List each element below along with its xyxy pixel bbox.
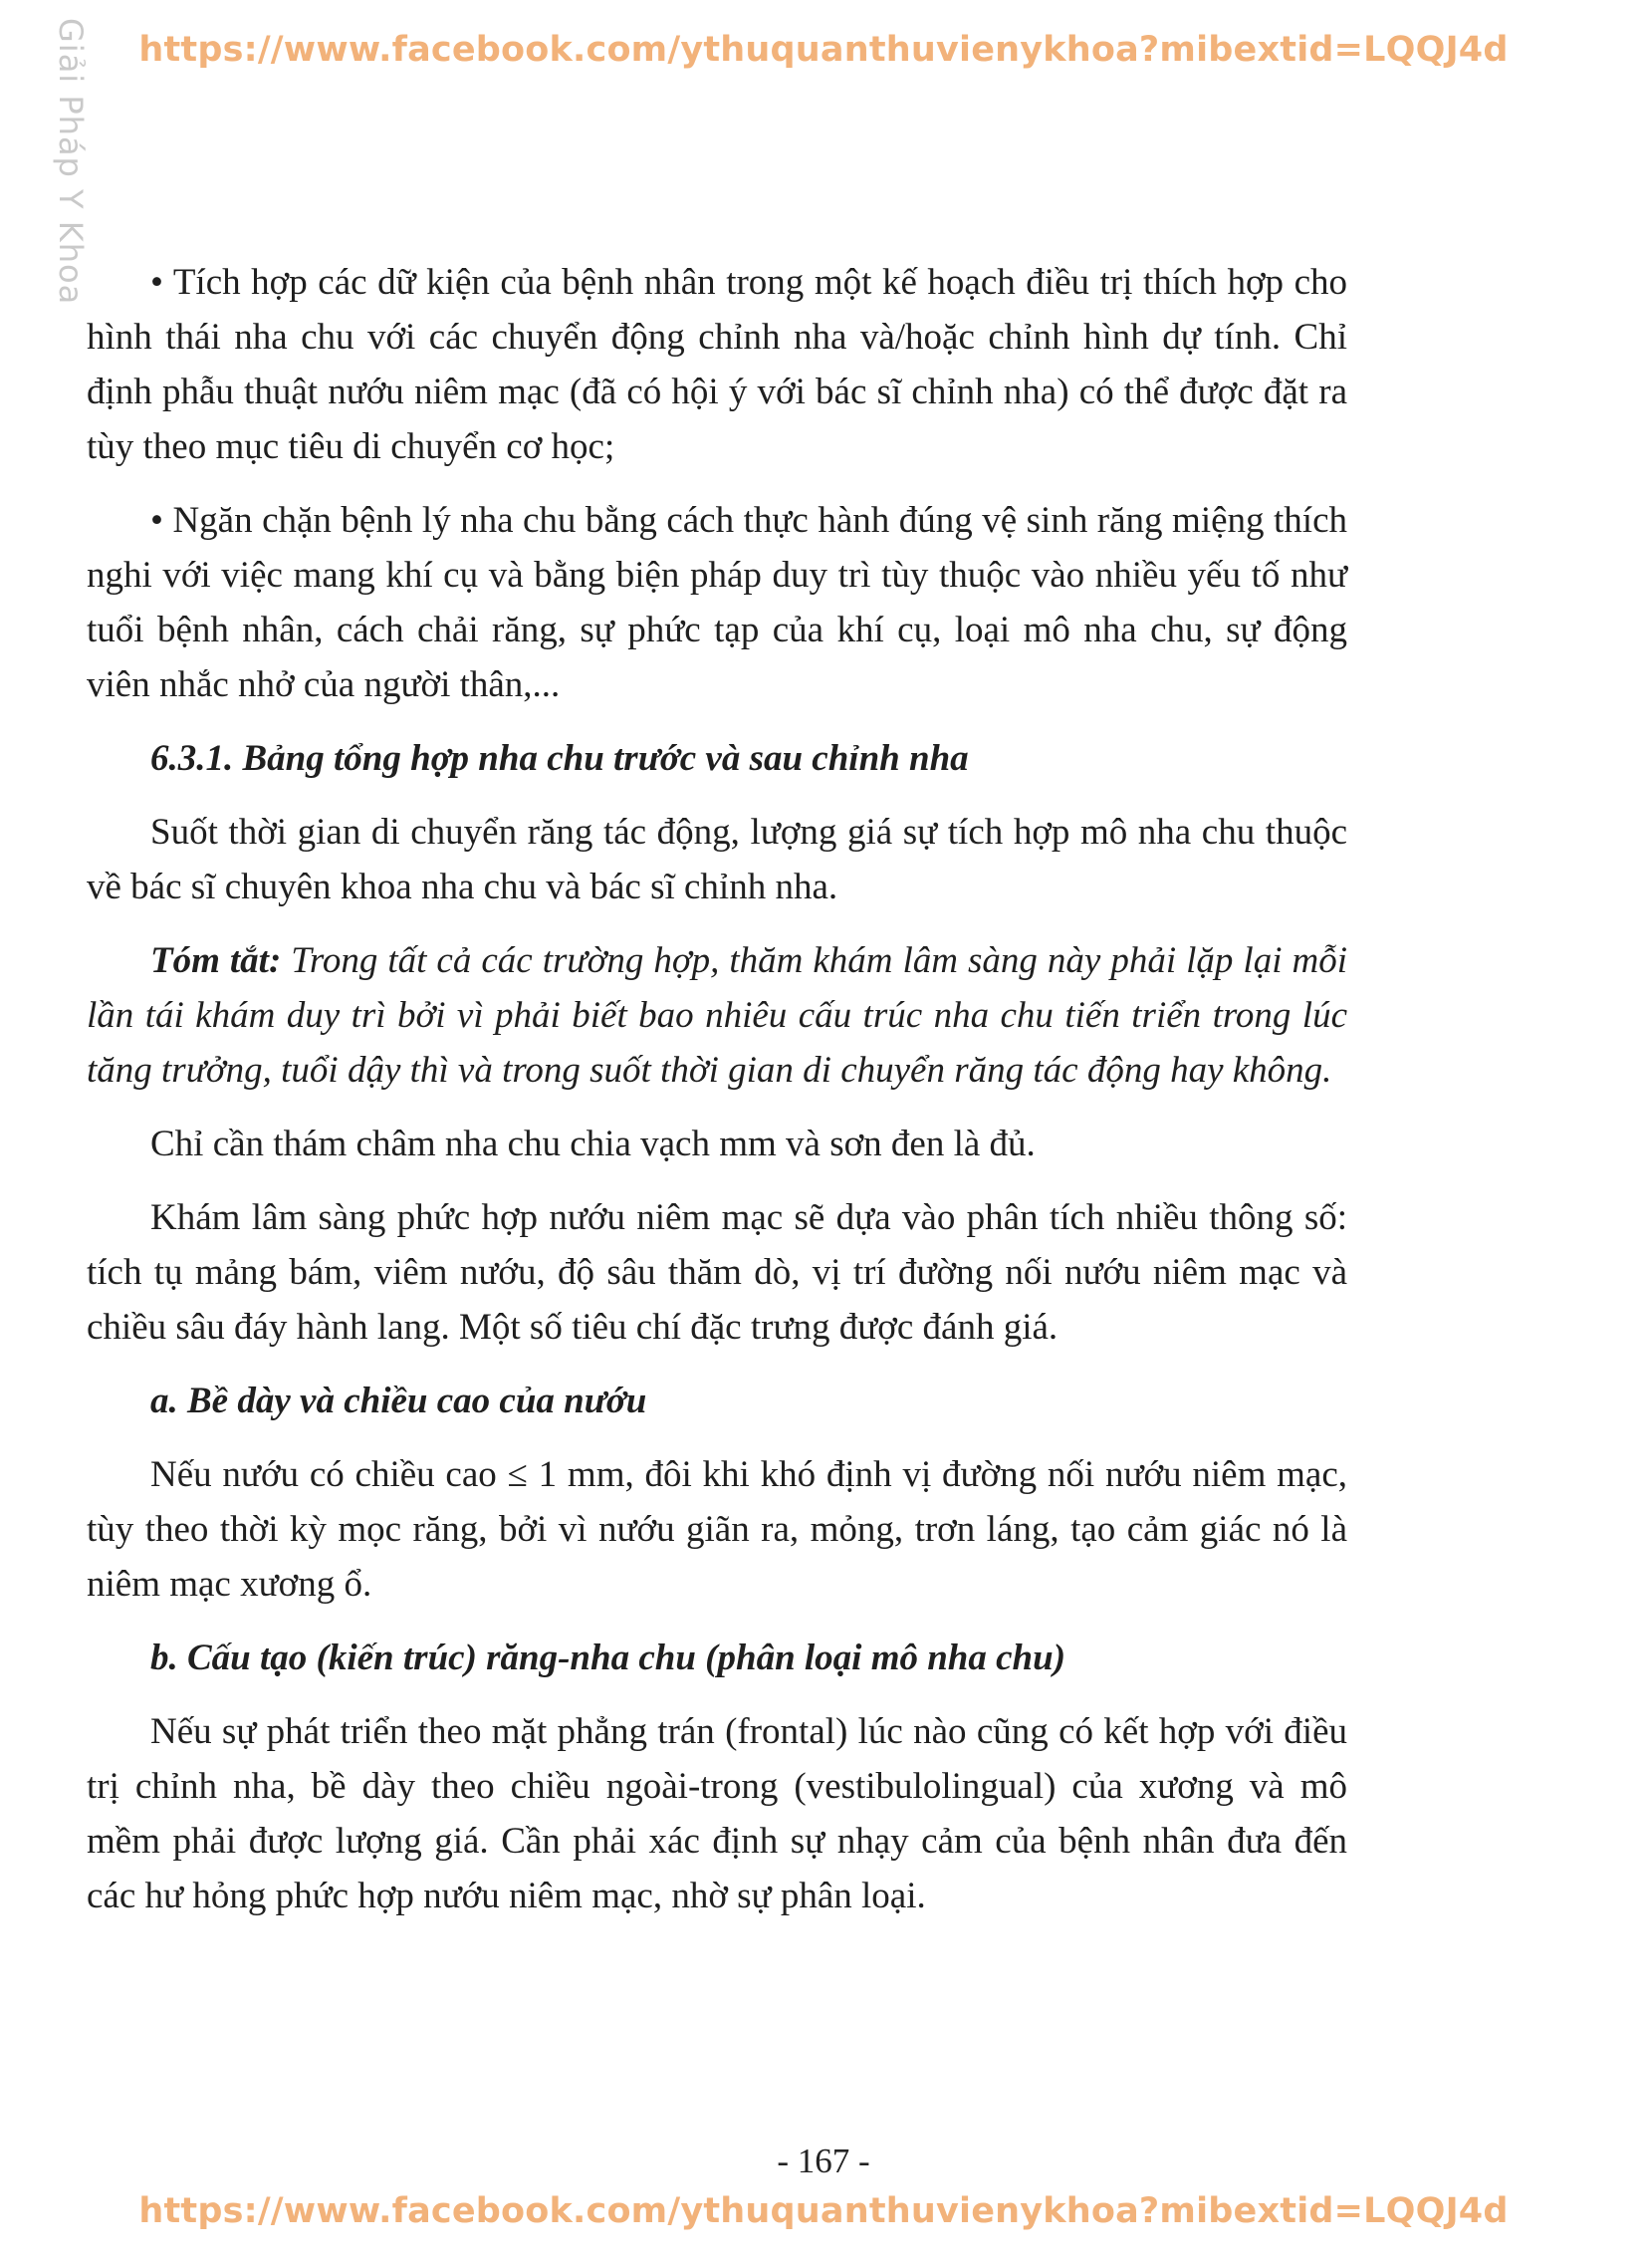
body-paragraph-5: Nếu sự phát triển theo mặt phẳng trán (frontal) lúc nào cũng có kết hợp với điều trị chỉnh nha, bề dày theo chiều ngoài-trong (vestibulolingual) của xương và mô mềm phải được lượng giá. Cần phải xác định sự nhạy cảm của bệnh nhân đưa đến các hư hỏng phức hợp nướu niêm mạc, nhờ sự phân loại. xyxy=(87,1711,1347,1916)
bullet-paragraph-1: • Tích hợp các dữ kiện của bệnh nhân trong một kế hoạch điều trị thích hợp cho hình thái nha chu với các chuyển động chỉnh nha và/hoặc chỉnh hình dự tính. Chỉ định phẫu thuật nướu niêm mạc (đã có hội ý với bác sĩ chỉnh nha) có thể được đặt ra tùy theo mục tiêu di chuyển cơ học; xyxy=(87,262,1347,467)
side-watermark: Giải Pháp Y Khoa xyxy=(52,18,90,306)
body-paragraph-2: Chỉ cần thám châm nha chu chia vạch mm và sơn đen là đủ. xyxy=(150,1124,1036,1164)
section-heading-6-3-1: 6.3.1. Bảng tổng hợp nha chu trước và sau chỉnh nha xyxy=(150,738,969,779)
summary-label: Tóm tắt: xyxy=(150,940,282,981)
footer-url-link[interactable]: https://www.facebook.com/ythuquanthuvienykhoa?mibextid=LQQJ4d xyxy=(138,2191,1509,2231)
page-number: - 167 - xyxy=(777,2142,870,2180)
body-paragraph-3: Khám lâm sàng phức hợp nướu niêm mạc sẽ dựa vào phân tích nhiều thông số: tích tụ mảng bám, viêm nướu, độ sâu thăm dò, vị trí đường nối nướu niêm mạc và chiều sâu đáy hành lang. Một số tiêu chí đặc trưng được đánh giá. xyxy=(87,1197,1347,1348)
page-content xyxy=(87,255,1347,1942)
subheading-b: b. Cấu tạo (kiến trúc) răng-nha chu (phân loại mô nha chu) xyxy=(150,1638,1066,1678)
body-paragraph-1: Suốt thời gian di chuyển răng tác động, lượng giá sự tích hợp mô nha chu thuộc về bác sĩ chuyên khoa nha chu và bác sĩ chỉnh nha. xyxy=(87,812,1347,907)
body-paragraph-4: Nếu nướu có chiều cao ≤ 1 mm, đôi khi khó định vị đường nối nướu niêm mạc, tùy theo thời kỳ mọc răng, bởi vì nướu giãn ra, mỏng, trơn láng, tạo cảm giác nó là niêm mạc xương ổ. xyxy=(87,1454,1347,1605)
header-url-link[interactable]: https://www.facebook.com/ythuquanthuvienykhoa?mibextid=LQQJ4d xyxy=(138,30,1509,70)
subheading-a: a. Bề dày và chiều cao của nướu xyxy=(150,1381,647,1421)
summary-paragraph xyxy=(87,933,1347,1098)
summary-text: Trong tất cả các trường hợp, thăm khám lâm sàng này phải lặp lại mỗi lần tái khám duy trì bởi vì phải biết bao nhiêu cấu trúc nha chu tiến triển trong lúc tăng trưởng, tuổi dậy thì và trong suốt thời gian di chuyển răng tác động hay không. xyxy=(87,940,1348,1091)
bullet-paragraph-2: • Ngăn chặn bệnh lý nha chu bằng cách thực hành đúng vệ sinh răng miệng thích nghi với việc mang khí cụ và bằng biện pháp duy trì tùy thuộc vào nhiều yếu tố như tuổi bệnh nhân, cách chải răng, sự phức tạp của khí cụ, loại mô nha chu, sự động viên nhắc nhở của người thân,... xyxy=(87,500,1347,705)
